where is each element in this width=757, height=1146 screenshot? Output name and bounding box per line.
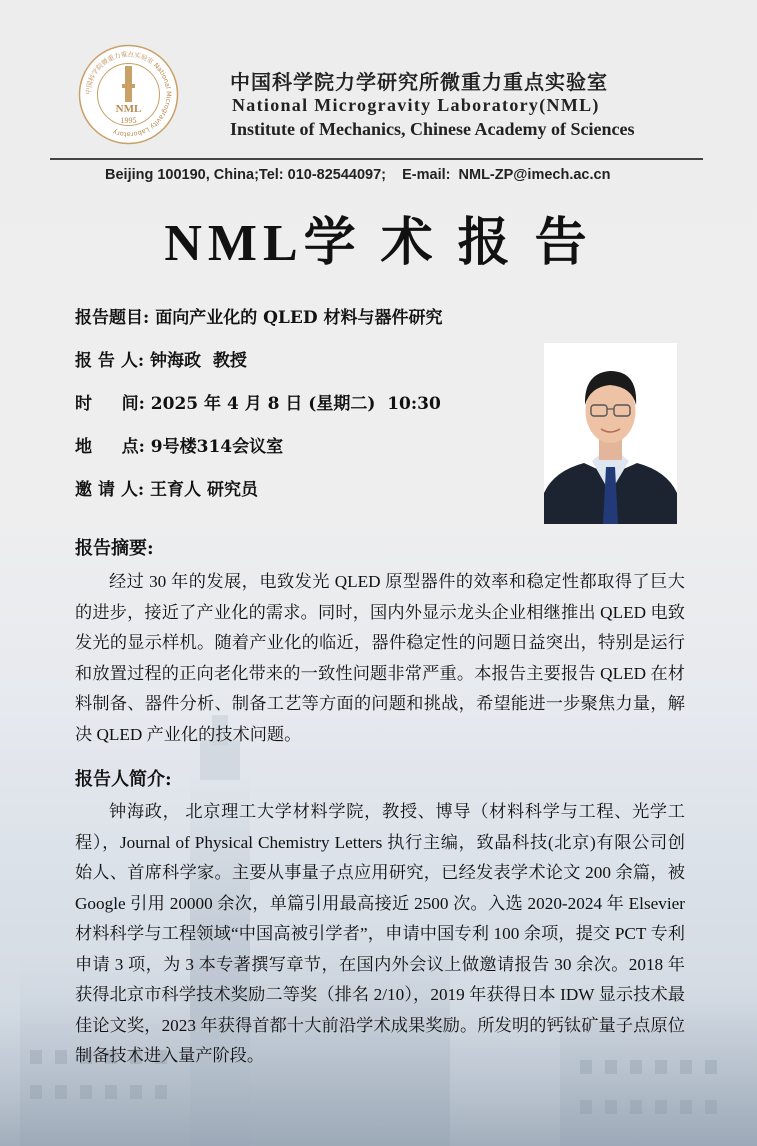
nml-logo [78, 44, 179, 145]
poster-title: NML学 术 报 告 [164, 215, 593, 272]
logo-year: 1995 [120, 116, 137, 125]
speaker-photo [544, 343, 677, 524]
field-location-value: 9号楼314会议室 [144, 437, 284, 457]
field-speaker [75, 346, 247, 371]
field-location [75, 432, 283, 457]
bio-text: 钟海政， 北京理工大学材料学院，教授、博导（材料科学与工程、光学工程），Journal of Physical Chemistry Letters 执行主编，致晶科技(北京)有限公司创始人、首席科学家。主要从事量子点应用研究，已经发表学术论文 200 余篇，被 Google 引用 20000 余次，单篇引用最高接近 2500 次。入选 2020-2024 年 Elsevier 材料科学与工程领域“中国高被引学者”，申请中国专利 100 余项，提交 PCT 专利申请 3 项，为 3 本专著撰写章节，在国内外会议上做邀请报告 30 余次。2018 年获得北京市科学技术奖励二等奖（排名 2/10），2019 年获得日本 IDW 显示技术最佳论文奖，2023 年获得首都十大前沿学术成果奖励。所发明的钙钛矿量子点原位制备技术进入量产阶段。 [75, 802, 685, 1065]
abstract-heading: 报告摘要: [75, 538, 154, 559]
logo-ring-text: 中国科学院微重力重点实验室 National Microgravity Laboratory [84, 50, 173, 139]
field-time-value: 2025 年 4 月 8 日 (星期二) 10:30 [144, 394, 441, 414]
institution-name-en-2: Institute of Mechanics, Chinese Academy of Sciences [230, 119, 635, 139]
field-location-label: 地 点: [75, 437, 145, 457]
field-topic-value: 面向产业化的 QLED 材料与器件研究 [149, 308, 443, 328]
institution-name-en-1: National Microgravity Laboratory(NML) [232, 95, 600, 115]
logo-center-text: NML [115, 103, 142, 115]
header-divider [50, 158, 703, 160]
field-host [75, 475, 258, 500]
field-topic-label: 报告题目: [75, 308, 150, 328]
field-host-label: 邀 请 人: [75, 480, 145, 500]
abstract-text: 经过 30 年的发展，电致发光 QLED 原型器件的效率和稳定性都取得了巨大的进步，接近了产业化的需求。同时，国内外显示龙头企业相继推出 QLED 电致发光的显示样机。随着产业化的临近，器件稳定性的问题日益突出，特别是运行和放置过程的正向老化带来的一致性问题非常严重。本报告主要报告 QLED 在材料制备、器件分析、制备工艺等方面的问题和挑战，希望能进一步聚焦力量，解决 QLED 产业化的技术问题。 [75, 572, 685, 744]
field-speaker-value: 钟海政 教授 [144, 351, 247, 371]
field-speaker-label: 报 告 人: [75, 351, 145, 371]
bio-heading: 报告人简介: [75, 769, 172, 790]
field-host-value: 王育人 研究员 [144, 480, 258, 500]
institution-name-cn: 中国科学院力学研究所微重力重点实验室 [230, 70, 608, 94]
field-time-label: 时 间: [75, 394, 145, 414]
contact-line: Beijing 100190, China;Tel: 010-82544097; E-mail: NML-ZP@imech.ac.cn [105, 167, 611, 183]
field-time [75, 389, 441, 414]
field-topic [75, 303, 443, 328]
